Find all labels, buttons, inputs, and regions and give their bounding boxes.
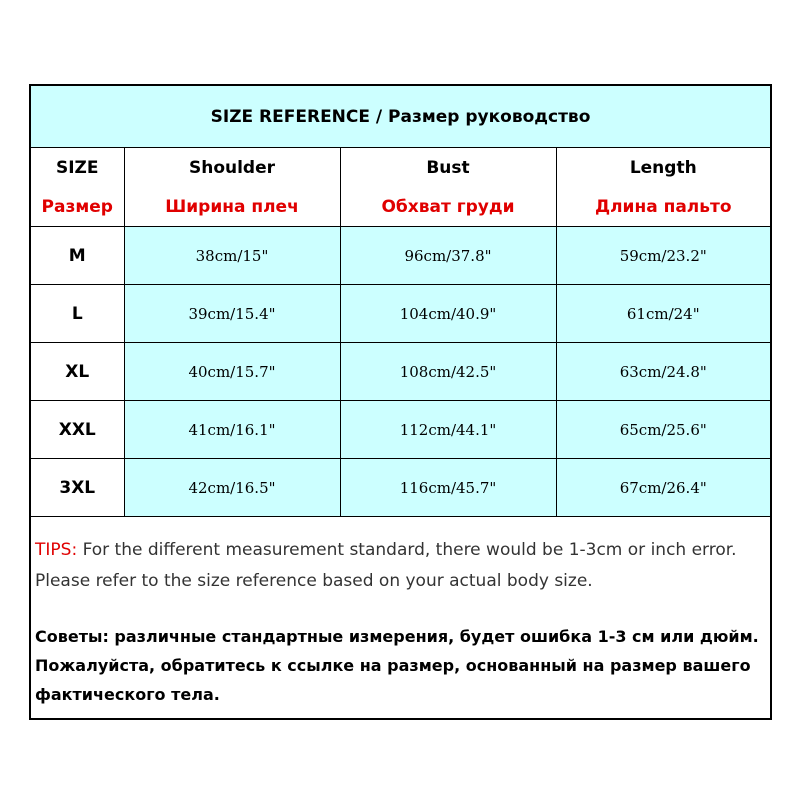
tips-text-en: For the different measurement standard, there would be 1-3cm or inch error. Please refer to the size reference based on your actual body size. [35, 540, 737, 591]
shoulder-cell: 40cm/15.7" [124, 343, 340, 401]
length-cell: 59cm/23.2" [556, 227, 770, 285]
header-shoulder-ru: Ширина плеч [165, 197, 299, 217]
table-row [31, 285, 770, 343]
tips-en [35, 535, 770, 597]
header-bust-ru: Обхват груди [381, 197, 515, 217]
shoulder-cell: 42cm/16.5" [124, 459, 340, 517]
header-row-en [31, 148, 770, 189]
header-bust: Bust [340, 148, 556, 189]
table-row [31, 343, 770, 401]
header-row-ru [31, 188, 770, 227]
length-cell: 61cm/24" [556, 285, 770, 343]
tips-text-ru: Советы: различные стандартные измерения, будет ошибка 1-3 см или дюйм. Пожалуйста, обратитесь к ссылке на размер, основанный на размер вашего фактического тела. [35, 627, 759, 704]
table-row [31, 401, 770, 459]
header-length-ru: Длина пальто [594, 197, 732, 217]
size-cell: XXL [31, 401, 124, 459]
length-cell: 63cm/24.8" [556, 343, 770, 401]
bust-cell: 104cm/40.9" [340, 285, 556, 343]
header-shoulder: Shoulder [124, 148, 340, 189]
size-cell: 3XL [31, 459, 124, 517]
size-cell: L [31, 285, 124, 343]
bust-cell: 96cm/37.8" [340, 227, 556, 285]
length-cell: 67cm/26.4" [556, 459, 770, 517]
tips-label: TIPS: [35, 540, 78, 560]
table-title: SIZE REFERENCE / Размер руководство [31, 86, 770, 148]
table-row [31, 227, 770, 285]
size-table [31, 86, 770, 517]
size-cell: XL [31, 343, 124, 401]
shoulder-cell: 38cm/15" [124, 227, 340, 285]
shoulder-cell: 41cm/16.1" [124, 401, 340, 459]
title-row [31, 86, 770, 148]
table-row [31, 459, 770, 517]
header-size: SIZE [31, 148, 124, 189]
header-length: Length [556, 148, 770, 189]
length-cell: 65cm/25.6" [556, 401, 770, 459]
header-size-ru: Размер [41, 197, 113, 217]
bust-cell: 108cm/42.5" [340, 343, 556, 401]
bust-cell: 116cm/45.7" [340, 459, 556, 517]
bust-cell: 112cm/44.1" [340, 401, 556, 459]
size-chart-frame [29, 84, 772, 720]
shoulder-cell: 39cm/15.4" [124, 285, 340, 343]
size-cell: M [31, 227, 124, 285]
